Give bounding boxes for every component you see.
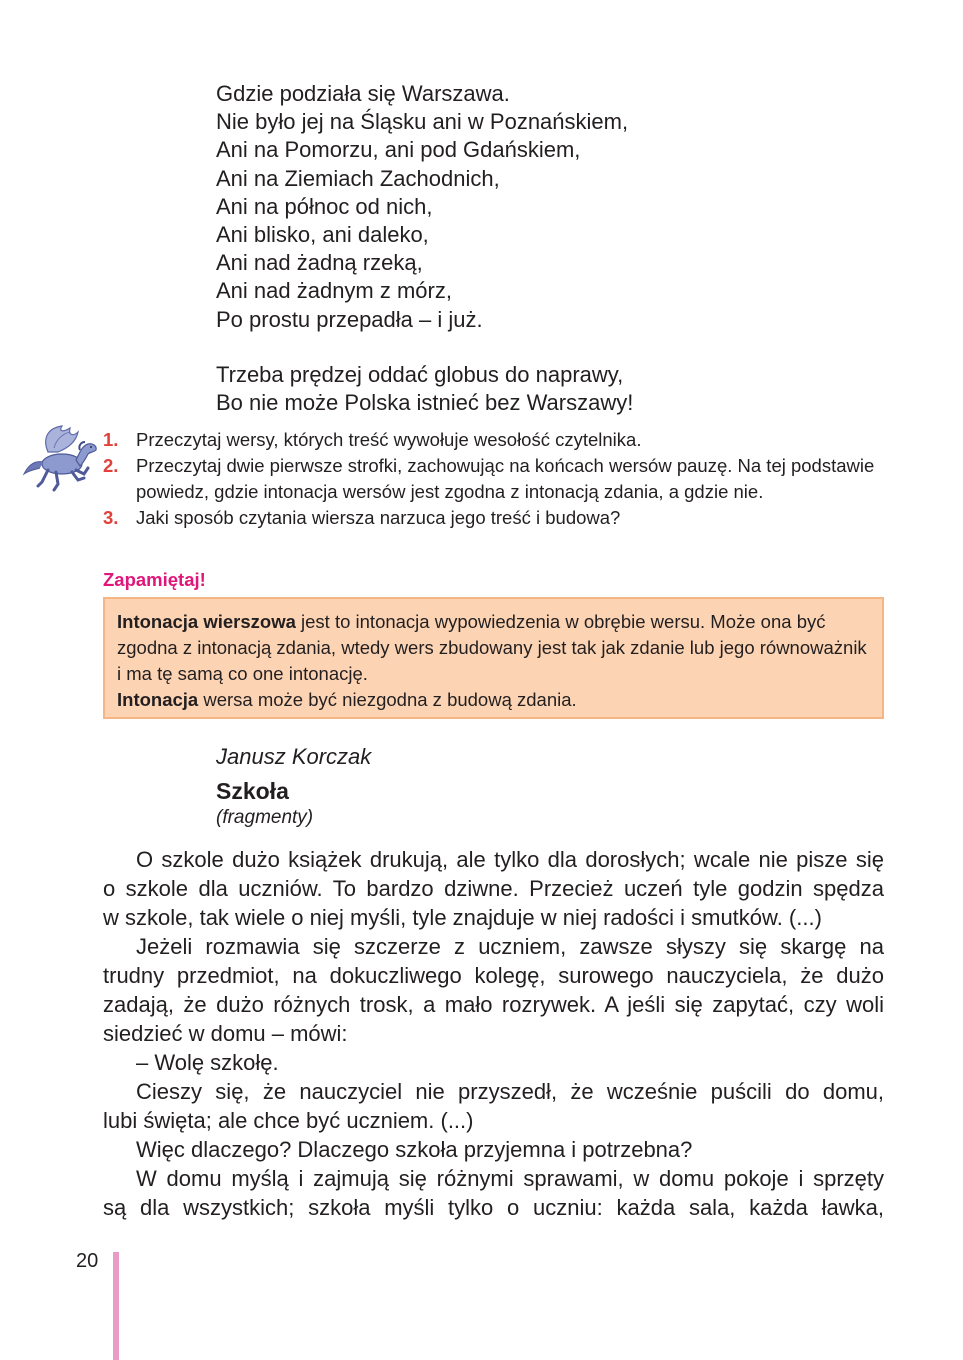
prose-line: Jeżeli rozmawia się szczerze z uczniem, zawsze słyszy się skargę na [136, 934, 884, 959]
page-number: 20 [76, 1250, 99, 1272]
poem-line: Ani nad żadną rzeką, [216, 250, 423, 276]
task-number: 2. [103, 455, 119, 476]
task-item [103, 427, 893, 453]
prose-line: trudny przedmiot, na dokuczliwego kolegę, surowego nauczyciela, że dużo [103, 963, 884, 988]
prose-line: – Wolę szkołę. [136, 1050, 279, 1075]
poem-line: Po prostu przepadła – i już. [216, 306, 483, 332]
prose-line: W domu myślą i zajmują się różnymi sprawami, w domu pokoje i sprzęty [136, 1166, 884, 1191]
page-accent-bar [113, 1252, 119, 1360]
reading-title: Szkoła [216, 778, 289, 804]
task-list [103, 427, 893, 531]
poem-line: Ani na Pomorzu, ani pod Gdańskiem, [216, 137, 581, 163]
prose-line: Cieszy się, że nauczyciel nie przyszedł, że wcześnie puścili do domu, [136, 1079, 884, 1104]
definition-text: jest to intonacja wypowiedzenia w obrębie wersu. Może ona być zgodna z intonacją zdania, wtedy wers zbudowany jest tak jak zdanie lub jego równoważnik i ma tę samą co one intonację. [117, 611, 867, 684]
poem-line: Bo nie może Polska istnieć bez Warszawy! [216, 390, 634, 416]
task-text: Przeczytaj dwie pierwsze strofki, zachowując na końcach wersów pauzę. Na tej podstawie powiedz, gdzie intonacja wersów jest zgodna z intonacją zdania, a gdzie nie. [136, 455, 875, 502]
prose-line: zadają, że dużo różnych trosk, a mało rozrywek. A jeśli się zapytać, czy woli [103, 992, 884, 1017]
term: Intonacja wierszowa [117, 611, 296, 632]
prose-line: lubi święta; ale chce być uczniem. (...) [103, 1108, 474, 1133]
reading-text [103, 845, 884, 1222]
definition-box [103, 597, 884, 719]
prose-line: są dla wszystkich; szkoła myśli tylko o uczniu: każda sala, każda ławka, [103, 1195, 884, 1220]
stanza-gap [216, 334, 896, 361]
task-number: 3. [103, 507, 119, 528]
poem-line: Ani na północ od nich, [216, 193, 433, 219]
prose-line: o szkole dla uczniów. To bardzo dziwne. Przecież uczeń tyle godzin spędza [103, 876, 884, 901]
poem-line: Ani nad żadnym z mórz, [216, 278, 452, 304]
definition-paragraph [117, 687, 870, 713]
poem [216, 80, 896, 417]
remember-heading: Zapamiętaj! [103, 569, 206, 590]
prose-line: w szkole, tak wiele o niej myśli, tyle znajduje w niej radości i smutków. (...) [103, 905, 822, 930]
poem-line: Ani na Ziemiach Zachodnich, [216, 165, 500, 191]
term: Intonacja [117, 689, 199, 710]
task-number: 1. [103, 429, 119, 450]
poem-line: Gdzie podziała się Warszawa. [216, 81, 510, 106]
prose-line: O szkole dużo książek drukują, ale tylko dla dorosłych; wcale nie pisze się [136, 847, 884, 872]
definition-paragraph [117, 609, 870, 687]
prose-line: siedzieć w domu – mówi: [103, 1021, 348, 1046]
reading-subtitle: (fragmenty) [216, 807, 314, 828]
definition-text: wersa może być niezgodna z budową zdania. [198, 689, 577, 710]
task-item [103, 505, 893, 531]
prose-line: Więc dlaczego? Dlaczego szkoła przyjemna i potrzebna? [136, 1137, 693, 1162]
task-text: Przeczytaj wersy, których treść wywołuje wesołość czytelnika. [136, 429, 642, 450]
poem-line: Trzeba prędzej oddać globus do naprawy, [216, 361, 624, 387]
poem-line: Nie było jej na Śląsku ani w Poznańskiem, [216, 109, 629, 135]
poem-line: Ani blisko, ani daleko, [216, 222, 429, 248]
author-name: Janusz Korczak [216, 744, 372, 769]
task-text: Jaki sposób czytania wiersza narzuca jego treść i budowa? [136, 507, 621, 528]
pegasus-icon [18, 424, 100, 494]
task-item [103, 453, 893, 505]
